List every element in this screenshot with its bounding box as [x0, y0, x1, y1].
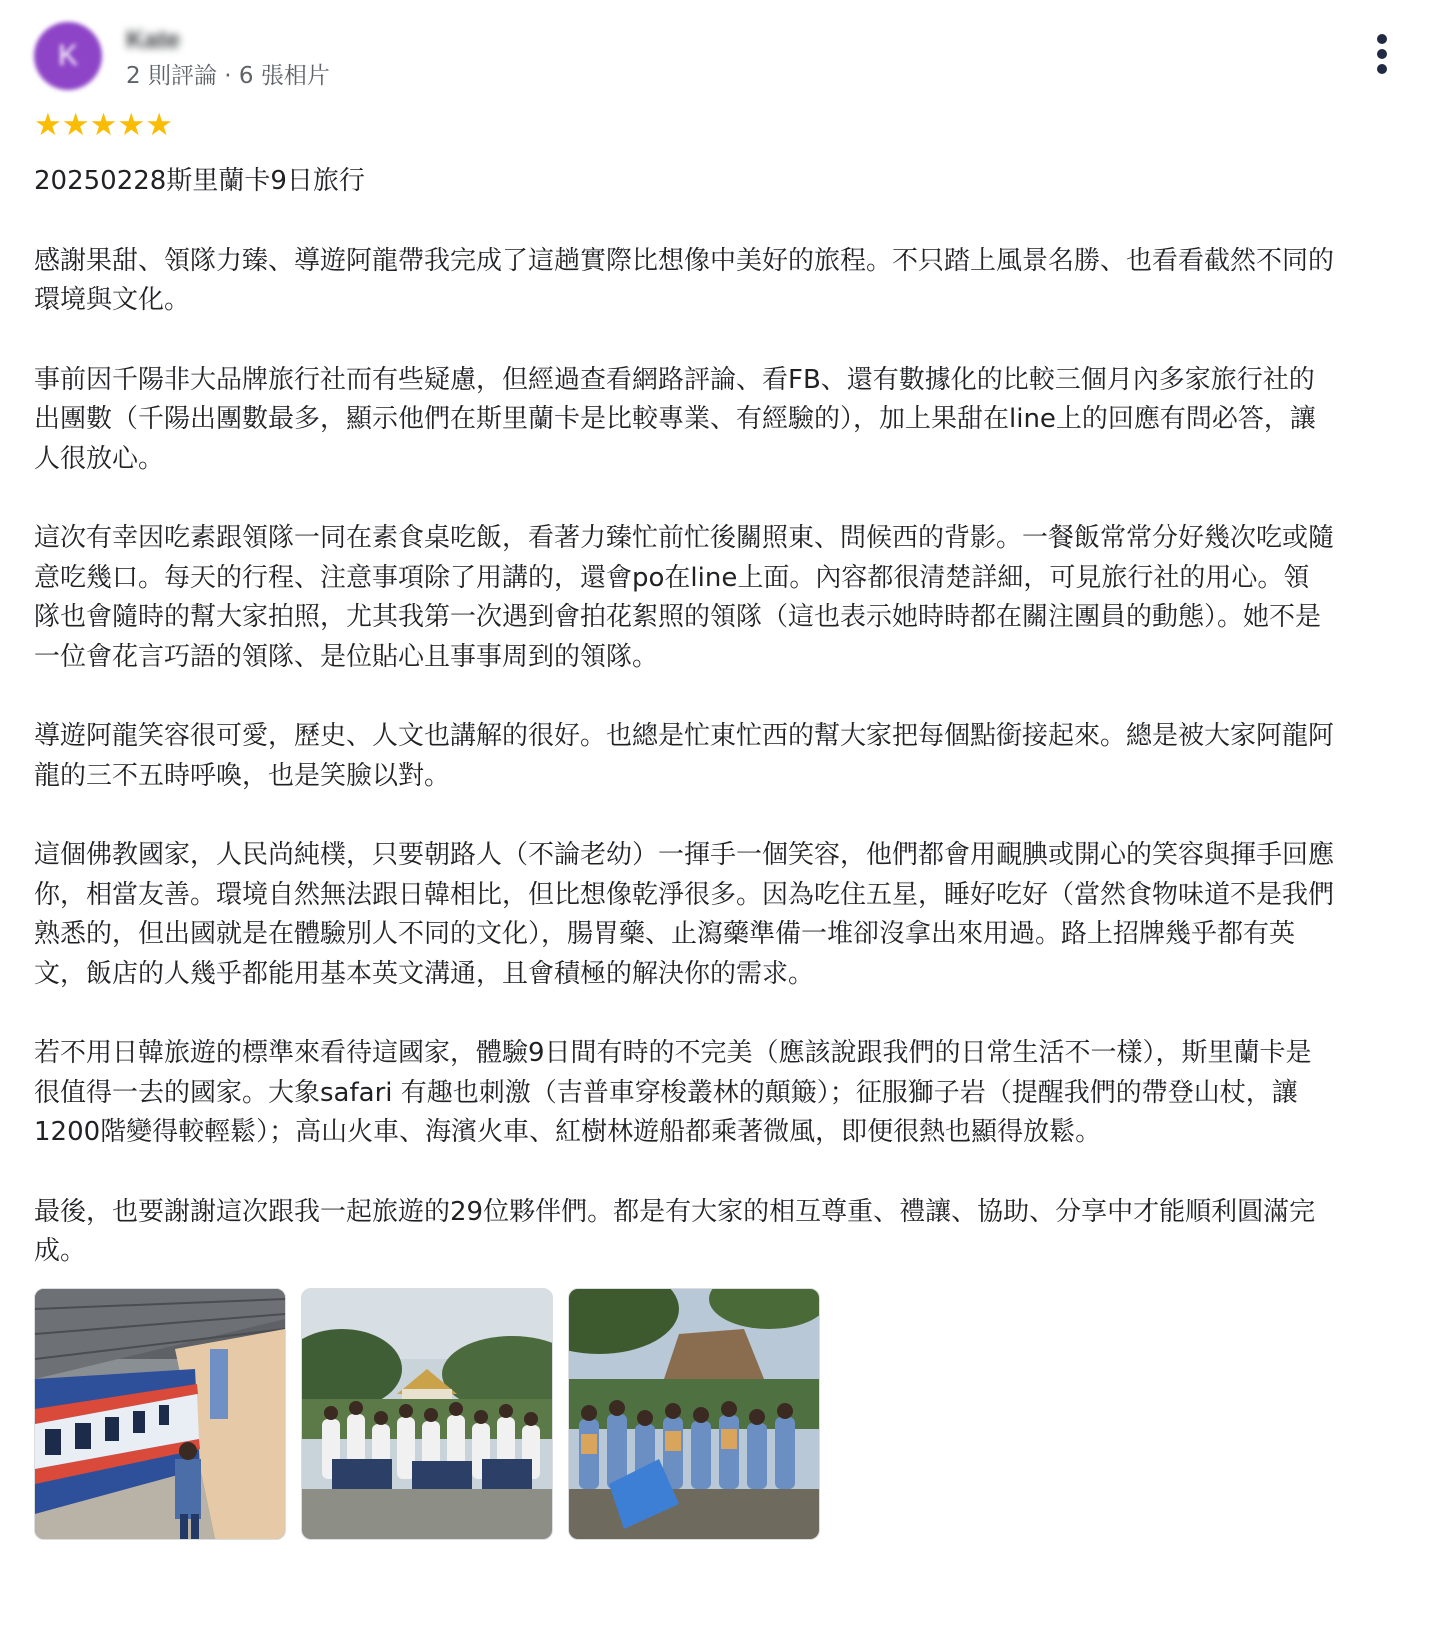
- review-title: 20250228斯里蘭卡9日旅行: [34, 166, 365, 196]
- review-paragraph: 若不用日韓旅遊的標準來看待這國家，體驗9日間有時的不完美（應該說跟我們的日常生活不一樣），斯里蘭卡是很值得一去的國家。大象safari 有趣也刺激（吉普車穿梭叢林的顛簸）；征服獅子岩（提醒我們的帶登山杖，讓1200階變得較輕鬆）；高山火車、海濱火車、紅樹林遊船都乘著微風，即便很熱也顯得放鬆。: [34, 1038, 1312, 1147]
- more-vert-icon-dot: [1377, 49, 1387, 59]
- photo-group-sigiriya: [569, 1289, 819, 1539]
- review-header: [34, 22, 1404, 94]
- review-paragraph: 這個佛教國家，人民尚純樸，只要朝路人（不論老幼）一揮手一個笑容，他們都會用靦腆或開心的笑容與揮手回應你，相當友善。環境自然無法跟日韓相比，但比想像乾淨很多。因為吃住五星，睡好吃好（當然食物味道不是我們熟悉的，但出國就是在體驗別人不同的文化），腸胃藥、止瀉藥準備一堆卻沒拿出來用過。路上招牌幾乎都有英文，飯店的人幾乎都能用基本英文溝通，且會積極的解決你的需求。: [34, 840, 1335, 989]
- review-photos: [34, 1288, 830, 1538]
- review-paragraph: 事前因千陽非大品牌旅行社而有些疑慮，但經過查看網路評論、看FB、還有數據化的比較三個月內多家旅行社的出團數（千陽出團數最多，顯示他們在斯里蘭卡是比較專業、有經驗的），加上果甜在line上的回應有問必答，讓人很放心。: [34, 364, 1316, 474]
- photo-thumbnail[interactable]: [568, 1288, 820, 1540]
- review-paragraph: 感謝果甜、領隊力臻、導遊阿龍帶我完成了這趟實際比想像中美好的旅程。不只踏上風景名勝、也看看截然不同的環境與文化。: [34, 245, 1335, 315]
- star-rating: [34, 107, 173, 143]
- star-icon: ★: [34, 107, 62, 143]
- more-vert-icon-dot: [1377, 64, 1387, 74]
- photo-train-station: [35, 1289, 285, 1539]
- photo-thumbnail[interactable]: [301, 1288, 553, 1540]
- star-icon: ★: [89, 107, 118, 143]
- review-paragraph: 最後，也要謝謝這次跟我一起旅遊的29位夥伴們。都是有大家的相互尊重、禮讓、協助、分享中才能順利圓滿完成。: [34, 1196, 1316, 1266]
- review-paragraph: 導遊阿龍笑容很可愛，歷史、人文也講解的很好。也總是忙東忙西的幫大家把每個點銜接起來。總是被大家阿龍阿龍的三不五時呼喚，也是笑臉以對。: [34, 721, 1335, 791]
- review-text: [34, 162, 1334, 1272]
- reviewer-meta: 2 則評論 · 6 張相片: [126, 63, 330, 89]
- photo-group-temple: [302, 1289, 552, 1539]
- review-card: [34, 22, 1404, 1266]
- reviewer-name[interactable]: Kate: [126, 26, 181, 54]
- review-paragraph: 這次有幸因吃素跟領隊一同在素食桌吃飯，看著力臻忙前忙後關照東、問候西的背影。一餐飯常常分好幾次吃或隨意吃幾口。每天的行程、注意事項除了用講的，還會po在line上面。內容都很清楚詳細，可見旅行社的用心。領隊也會隨時的幫大家拍照，尤其我第一次遇到會拍花絮照的領隊（這也表示她時時都在關注團員的動態）。她不是一位會花言巧語的領隊、是位貼心且事事周到的領隊。: [34, 523, 1335, 672]
- more-options-button[interactable]: [1370, 34, 1394, 74]
- more-vert-icon: [1377, 34, 1387, 44]
- star-icon: ★: [145, 107, 173, 143]
- star-icon: ★: [117, 107, 146, 143]
- star-icon: ★: [61, 107, 90, 143]
- avatar[interactable]: K: [34, 22, 102, 90]
- photo-thumbnail[interactable]: [34, 1288, 286, 1540]
